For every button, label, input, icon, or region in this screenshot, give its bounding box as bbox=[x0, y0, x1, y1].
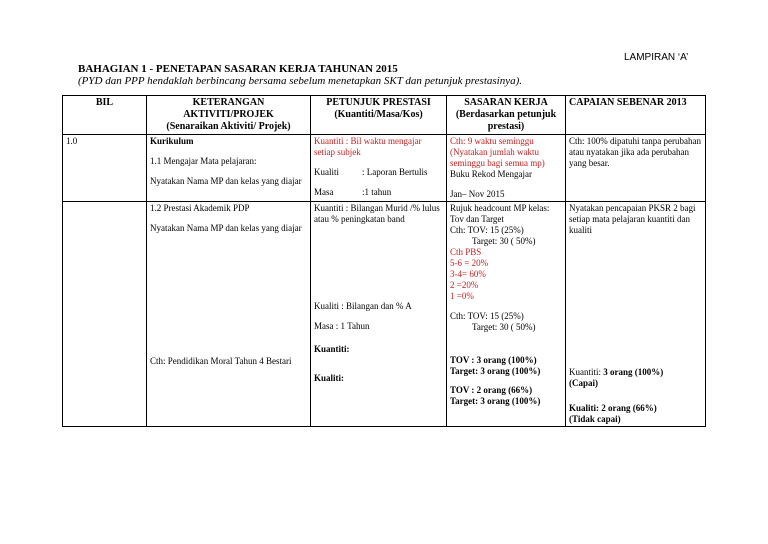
col-petunjuk: PETUNJUK PRESTASI (Kuantiti/Masa/Kos) bbox=[311, 96, 447, 135]
col-keterangan: KETERANGAN AKTIVITI/PROJEK (Senaraikan Aktiviti/ Projek) bbox=[147, 96, 311, 135]
row2-petunjuk: Kuantiti : Bilangan Murid /% lulus atau % peningkatan band Kualiti : Bilangan dan % A Masa : 1 Tahun Kuantiti: Kualiti: bbox=[311, 202, 447, 427]
page-title: BAHAGIAN 1 - PENETAPAN SASARAN KERJA TAHUNAN 2015 bbox=[78, 63, 398, 75]
row1-capaian: Cth: 100% dipatuhi tanpa perubahan atau nyatakan jika ada perubahan yang besar. bbox=[566, 135, 706, 202]
col-sasaran: SASARAN KERJA (Berdasarkan petunjuk prestasi) bbox=[447, 96, 566, 135]
lampiran-label: LAMPIRAN ‘A’ bbox=[624, 52, 689, 63]
row1-bil: 1.0 bbox=[63, 135, 147, 202]
table-header-row bbox=[63, 96, 706, 135]
skt-table bbox=[62, 95, 706, 427]
table-row bbox=[63, 135, 706, 202]
row1-keterangan: Kurikulum 1.1 Mengajar Mata pelajaran: Nyatakan Nama MP dan kelas yang diajar bbox=[147, 135, 311, 202]
row1-petunjuk: Kuantiti : Bil waktu mengajar setiap subjek Kualiti : Laporan Bertulis Masa :1 tahun bbox=[311, 135, 447, 202]
row1-sasaran: Cth: 9 waktu seminggu (Nyatakan jumlah waktu seminggu bagi semua mp) Buku Rekod Mengajar Jan– Nov 2015 bbox=[447, 135, 566, 202]
page-subtitle: (PYD dan PPP hendaklah berbincang bersama sebelum menetapkan SKT dan petunjuk prestasinya). bbox=[78, 75, 523, 87]
col-capaian: CAPAIAN SEBENAR 2013 bbox=[566, 96, 706, 135]
row2-sasaran: Rujuk headcount MP kelas: Tov dan Target Cth: TOV: 15 (25%) Target: 30 ( 50%) Cth PBS 5-6 = 20% 3-4= 60% 2 =20% 1 =0% Cth: TOV: 15 (25%) Target: 30 ( 50%) TOV : 3 orang (100%) Target: 3 orang (100%) TOV : 2 orang (66%) Target: 3 orang (100%) bbox=[447, 202, 566, 427]
row2-keterangan: 1.2 Prestasi Akademik PDP Nyatakan Nama MP dan kelas yang diajar Cth: Pendidikan Moral Tahun 4 Bestari bbox=[147, 202, 311, 427]
col-bil: BIL bbox=[63, 96, 147, 135]
table-row bbox=[63, 202, 706, 427]
row2-capaian: Nyatakan pencapaian PKSR 2 bagi setiap mata pelajaran kuantiti dan kualiti Kuantiti: 3 orang (100%) (Capai) Kualiti: 2 orang (66%) (Tidak capai) bbox=[566, 202, 706, 427]
row2-bil bbox=[63, 202, 147, 427]
